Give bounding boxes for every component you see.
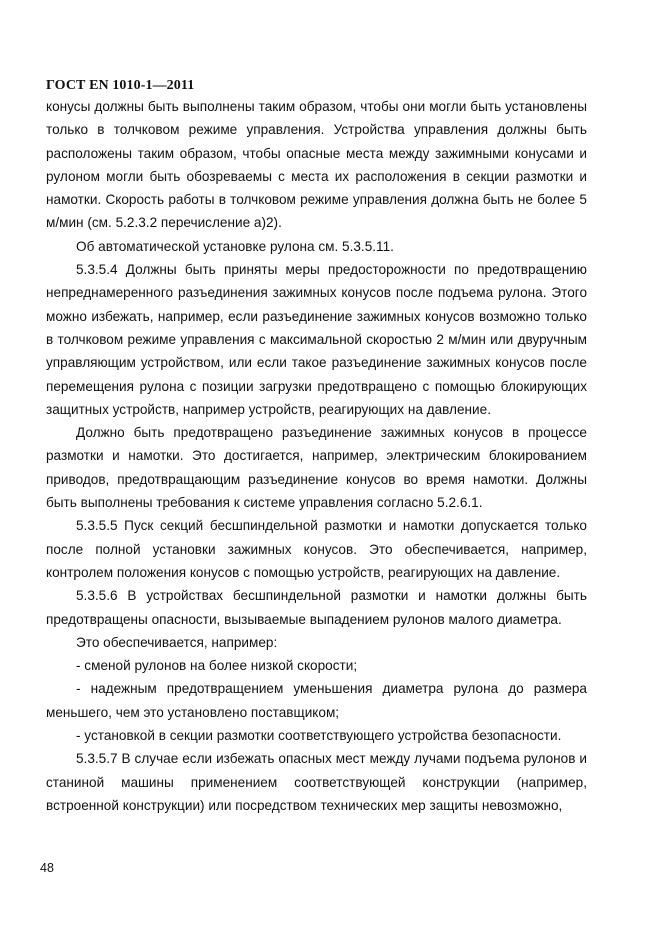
- paragraph-5-3-5-4: 5.3.5.4 Должны быть приняты меры предосторожности по предотвращению непреднамеренного разъединения зажимных конусов после подъема рулона. Этого можно избежать, например, если разъединение зажимных конусов возможно только в толчковом режиме управления с максимальной скоростью 2 м/мин или двуручным управляющим устройством, или если такое разъединение зажимных конусов после перемещения рулона с позиции загрузки предотвращено с помощью блокирующих защитных устройств, например устройств, реагирующих на давление.: [46, 262, 587, 417]
- paragraph-5-3-5-7: 5.3.5.7 В случае если избежать опасных мест между лучами подъема рулонов и станиной машины применением соответствующей конструкции (например, встроенной конструкции) или посредством технических мер защиты невозможно,: [46, 751, 587, 813]
- paragraph-provision-intro: Это обеспечивается, например:: [76, 634, 278, 650]
- paragraph-continuation: конусы должны быть выполнены таким образом, чтобы они могли быть установлены только в толчковом режиме управления. Устройства управления должны быть расположены таким образом, чтобы опасные места между зажимными конусами и рулоном могли быть обозреваемы с места их расположения в секции размотки и намотки. Скорость работы в толчковом режиме управления должна быть не более 5 м/мин (см. 5.2.3.2 перечисление а)2).: [46, 99, 587, 231]
- list-item-low-speed: - сменой рулонов на более низкой скорости;: [76, 658, 358, 674]
- document-header: ГОСТ EN 1010-1—2011: [46, 78, 195, 93]
- paragraph-5-3-5-6: 5.3.5.6 В устройствах бесшпиндельной размотки и намотки должны быть предотвращены опасности, вызываемые выпадением рулонов малого диаметра.: [46, 588, 587, 627]
- list-item-safety-device: - установкой в секции размотки соответствующего устройства безопасности.: [76, 728, 562, 744]
- page-number: 48: [40, 861, 54, 875]
- paragraph-cone-separation: Должно быть предотвращено разъединение зажимных конусов в процессе размотки и намотки. Это достигается, например, электрическим блокированием приводов, предотвращающим разъединение конусов во время намотки. Должны быть выполнены требования к системе управления согласно 5.2.6.1.: [46, 425, 587, 511]
- document-body: [46, 95, 587, 817]
- list-item-diameter-prevention: - надежным предотвращением уменьшения диаметра рулона до размера меньшего, чем это установлено поставщиком;: [46, 681, 587, 720]
- paragraph-5-3-5-5: 5.3.5.5 Пуск секций бесшпиндельной размотки и намотки допускается только после полной установки зажимных конусов. Это обеспечивается, например, контролем положения конусов с помощью устройств, реагирующих на давление.: [46, 518, 587, 580]
- paragraph-auto-install-note: Об автоматической установке рулона см. 5.3.5.11.: [76, 238, 394, 254]
